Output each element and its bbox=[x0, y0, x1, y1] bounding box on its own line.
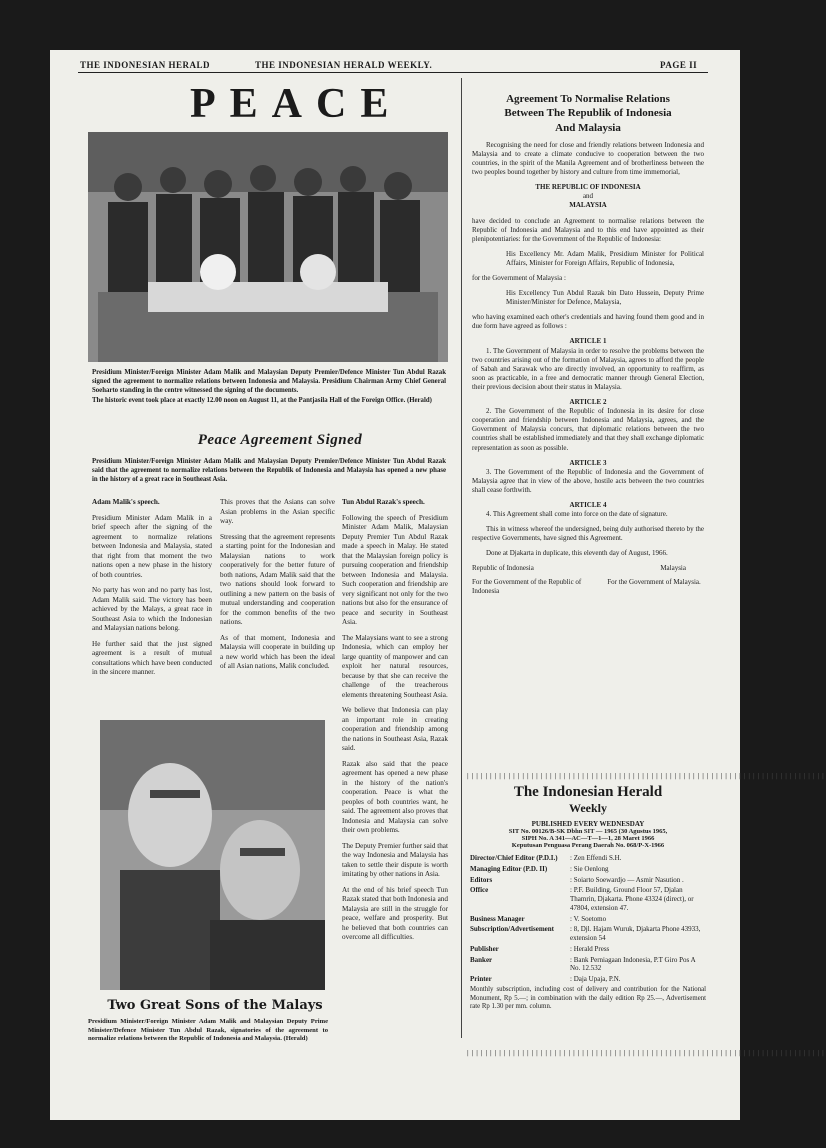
signature-row-1 bbox=[472, 564, 704, 573]
staff-name: : Soiarto Soewardjo — Asmir Nasution . bbox=[570, 875, 684, 884]
agreement-title-line1: Agreement To Normalise Relations bbox=[506, 93, 670, 105]
staff-row bbox=[470, 876, 706, 885]
staff-name: : Sie Oenlong bbox=[570, 864, 609, 873]
article-4-title: ARTICLE 4 bbox=[569, 500, 607, 509]
article-3-title: ARTICLE 3 bbox=[569, 458, 607, 467]
peace-photo-caption bbox=[92, 368, 446, 405]
col3-paragraph: Following the speech of Presidium Minister Adam Malik, Malaysian Deputy Premier Tun Abdul Razak made a speech in Malay. He stated that the Malaysian foreign policy is pursuing cooperation and friendship between Indonesia and Malaysia. Such cooperation and friendship are very significant not only for the two nations but also for the ensurance of peace and security in Southeast Asia. bbox=[342, 513, 448, 626]
col1-paragraph: He further said that the just signed agreement is a result of mutual consultations which have been conducted in the sincere manner. bbox=[92, 639, 212, 676]
agreement-section bbox=[472, 92, 704, 596]
herald-info-box bbox=[470, 784, 706, 1012]
masthead-center: THE INDONESIAN HERALD WEEKLY. bbox=[255, 60, 433, 70]
party-and: and bbox=[582, 192, 594, 201]
staff-row bbox=[470, 956, 706, 974]
herald-box-title: The Indonesian Herald bbox=[513, 784, 663, 800]
party-indonesia: THE REPUBLIC OF INDONESIA bbox=[535, 183, 641, 192]
portrait-headline: Two Great Sons of the Malays bbox=[107, 998, 323, 1013]
col1-paragraph: Presidium Minister Adam Malik in a brief speech after the signing of the agreement to normalize relations between Indonesia and Malaysia, stated that right from that moment the two nations open a new phase in the history of both countries. bbox=[92, 513, 212, 579]
staff-role: Managing Editor (P.D. II) bbox=[470, 864, 548, 873]
party-malaysia: MALAYSIA bbox=[569, 201, 607, 210]
col2-paragraph: This proves that the Asians can solve Asian problems in the Asian specific way. bbox=[220, 498, 335, 525]
staff-row bbox=[470, 915, 706, 924]
col3-paragraph: We believe that Indonesia can play an important role in creating cooperation and friendship among the nations in Southeast Asia, Razak said. bbox=[342, 706, 448, 752]
col2-paragraph: As of that moment, Indonesia and Malaysia will cooperate in building up a new world which has been the ideal of all Asian nations, Malik concluded. bbox=[220, 633, 335, 670]
agreement-title-line3: And Malaysia bbox=[555, 121, 621, 134]
staff-row bbox=[470, 854, 706, 863]
agreement-decided: have decided to conclude an Agreement to normalise relations between the Republic of Indonesia and Malaysia and to this end have appointed as their plenipotentiaries: for the Government of the Republic of Indonesia: bbox=[472, 216, 704, 243]
signature-indonesia: Republic of Indonesia bbox=[472, 564, 534, 573]
agreement-preamble: Recognising the need for close and friendly relations between Indonesia and Malaysia and to create a climate conducive to cooperation between the two countries, in the spirit of the Manila Agreement and of brotherliness between the two peoples bound together by history and culture from time immemorial, bbox=[472, 140, 704, 177]
herald-permit-3: Keputusan Penguasa Perang Daerah No. 068/P-X-1966 bbox=[511, 842, 665, 849]
portrait-caption: Presidium Minister/Foreign Minister Adam Malik and Malaysian Deputy Prime Minister/Defence Minister Tun Abdul Razak, signatories of the agreement to normalize relations between the Republic of Indonesia and Malaysia. (Herald) bbox=[88, 1018, 328, 1043]
article-2-title: ARTICLE 2 bbox=[569, 398, 607, 407]
herald-box-subtitle: Weekly bbox=[569, 801, 607, 815]
signature-govt-indonesia: For the Government of the Republic of Indonesia bbox=[472, 577, 582, 595]
staff-row bbox=[470, 945, 706, 954]
staff-name: : Herald Press bbox=[570, 944, 610, 953]
col1-subhead: Adam Malik's speech. bbox=[92, 498, 160, 506]
separator-dots-bottom: |||||||||||||||||||||||||||||||||||||||||||||||||||||||||||||||||||||||||||||| bbox=[466, 1050, 826, 1057]
col3-paragraph: The Deputy Premier further said that the way Indonesia and Malaysia has taken to settle their dispute is worth imitating by other nations in Asia. bbox=[342, 841, 448, 878]
article-1-title: ARTICLE 1 bbox=[569, 337, 607, 346]
subscription-note: Monthly subscription, including cost of delivery and contribution for the National Monument, Rp 5.—; in combination with the daily edition Rp 25.—, Advertisement rate Rp 1.30 per mm. column. bbox=[470, 985, 706, 1011]
herald-published: PUBLISHED EVERY WEDNESDAY bbox=[531, 820, 645, 828]
peace-caption-text-2: The historic event took place at exactly 12.00 noon on August 11, at the Pantjasila Hall of the Foreign Office. (Herald) bbox=[92, 396, 432, 404]
col3-paragraph: The Malaysians want to see a strong Indonesia, which can employ her large quantity of manpower and can exploit her natural resources, because by that she can receive the challenge of the treacherous elements threatening Southeast Asia. bbox=[342, 633, 448, 699]
portrait-photo bbox=[100, 720, 325, 990]
separator-dots: |||||||||||||||||||||||||||||||||||||||||||||||||||||||||||||||||||||||||||||| bbox=[466, 773, 826, 780]
staff-name: : Zen Effendi S.H. bbox=[570, 854, 622, 862]
column-divider bbox=[461, 78, 462, 1038]
staff-role: Publisher bbox=[470, 944, 499, 953]
staff-name: : Bank Perniagaan Indonesia, P.T Giro Pos A No. 12.532 bbox=[570, 955, 696, 973]
staff-name: : 8, Djl. Hajam Wuruk, Djakarta Phone 43933, extension 54 bbox=[570, 925, 701, 942]
article-column-1 bbox=[92, 498, 212, 684]
staff-role: Director/Chief Editor (P.D.I.) bbox=[470, 854, 558, 862]
staff-role: Subscription/Advertisement bbox=[470, 925, 554, 934]
article-1-text: 1. The Government of Malaysia in order to resolve the problems between the two countries arising out of the formation of Malaysia, agrees to afford the people of Sabah and Sarawak who are directly involved, an opportunity to reaffirm, as soon as practicable, in a free and democratic manner through General Election, their previous decision about their status in Malaysia. bbox=[472, 346, 704, 391]
staff-role: Printer bbox=[470, 975, 492, 983]
signing-photo bbox=[88, 132, 448, 362]
staff-row bbox=[470, 975, 706, 984]
signature-govt-malaysia: For the Government of Malaysia. bbox=[607, 577, 701, 586]
masthead-rule bbox=[78, 72, 708, 73]
plenipotentiary-malaysia: His Excellency Tun Abdul Razak bin Dato Hussein, Deputy Prime Minister/Minister for Defence, Malaysia, bbox=[506, 289, 704, 307]
col1-paragraph: No party has won and no party has lost, Adam Malik said. The victory has been achieved by the Malays, a great race in Southeast Asia to which the Indonesian and Malaysian nations belong. bbox=[92, 586, 212, 632]
for-malaysia: for the Government of Malaysia : bbox=[472, 274, 566, 283]
masthead-right: PAGE II bbox=[660, 60, 698, 70]
col3-paragraph: At the end of his brief speech Tun Razak stated that both Indonesia and Malaysia are still in the struggle for peace, welfare and prosperity. But he believed that both countries can overcome all difficulties. bbox=[342, 885, 448, 941]
signature-malaysia: Malaysia bbox=[660, 564, 686, 573]
article-2-text: 2. The Government of the Republic of Indonesia in its desire for close cooperation and friendship between Indonesia and Malaysia, agrees, and the Government of Malaysia concurs, that diplomatic relations between the two countries shall be established immediately and that they shall exchange diplomatic representation as soon as possible. bbox=[472, 407, 704, 452]
article-3-text: 3. The Government of the Republic of Indonesia and the Government of Malaysia agree that in view of the above, hostile acts between the two countries shall cease forthwith. bbox=[472, 467, 704, 494]
agreement-title-line2: Between The Republik of Indonesia bbox=[504, 107, 672, 120]
staff-name: : V. Soetomo bbox=[570, 914, 607, 923]
staff-row bbox=[470, 925, 706, 943]
col3-paragraph: Razak also said that the peace agreement has opened a new phase in the history of the nation's cooperation. Peace is what the peoples of both countries want, he said. The agreement also proves that Indonesia and Malaysia can solve their own problems. bbox=[342, 759, 448, 834]
plenipotentiary-indonesia: His Excellency Mr. Adam Malik, Presidium Minister for Political Affairs, Minister for Foreign Affairs, Republic of Indonesia, bbox=[506, 249, 704, 267]
masthead-left: THE INDONESIAN HERALD bbox=[80, 60, 211, 70]
herald-permit-1: SIT No. 00126/B-SK Dbhn SIT — 1965 (30 Agustus 1965, bbox=[508, 828, 668, 835]
staff-row bbox=[470, 865, 706, 874]
staff-role: Banker bbox=[470, 955, 493, 964]
article-4-text: 4. This Agreement shall come into force on the date of signature. bbox=[486, 510, 668, 519]
staff-row bbox=[470, 886, 706, 912]
peace-headline: PEACE bbox=[190, 81, 403, 127]
article-column-3 bbox=[342, 498, 448, 949]
agreement-witness: This in witness whereof the undersigned, being duly authorised thereto by the respective Governments, have signed this Agreement. bbox=[472, 525, 704, 543]
agreement-credentials: who having examined each other's credentials and having found them good and in due form have agreed as follows : bbox=[472, 313, 704, 331]
peace-caption-text: Presidium Minister/Foreign Minister Adam Malik and Malaysian Deputy Premier/Defence Minister Tun Abdul Razak signed the agreement to normalize relations between Indonesia and Malaysia. Presidium Chairman Army Chief General Soeharto standing in the centre witnessed the signing of the documents. bbox=[92, 369, 446, 395]
article-lead: Presidium Minister/Foreign Minister Adam Malik and Malaysian Deputy Premier/Defence Minister Tun Abdul Razak said that the agreement to normalize relations between the Republik of Indonesia and Malaysia has opened a new phase in the history of a great race in Southeast Asia. bbox=[92, 458, 446, 483]
col2-paragraph: Stressing that the agreement represents a starting point for the Indonesian and Malaysian nations to work cooperatively for the better future of both nations, Adam Malik said that the two nations should look forward to outlining a new pattern on the basis of mutual understanding and cooperation for the common benefits of the two nations. bbox=[220, 532, 335, 626]
col3-subhead: Tun Abdul Razak's speech. bbox=[342, 498, 425, 506]
herald-permit-2: SIPH No. A 341—AC—T—1—1, 28 Maret 1966 bbox=[521, 835, 655, 842]
staff-role: Office bbox=[470, 886, 489, 895]
staff-name: : Daja Upaja, P.N. bbox=[570, 975, 621, 983]
staff-role: Business Manager bbox=[470, 914, 525, 923]
article-headline: Peace Agreement Signed bbox=[197, 432, 363, 448]
staff-name: : P.F. Building, Ground Floor 57, Djalan Thamrin, Djakarta. Phone 43324 (direct), or 47804, extension 47. bbox=[570, 886, 694, 912]
agreement-done: Done at Djakarta in duplicate, this eleventh day of August, 1966. bbox=[486, 549, 668, 558]
staff-role: Editors bbox=[470, 875, 493, 884]
article-column-2 bbox=[220, 498, 335, 678]
signature-row-2 bbox=[472, 578, 704, 596]
